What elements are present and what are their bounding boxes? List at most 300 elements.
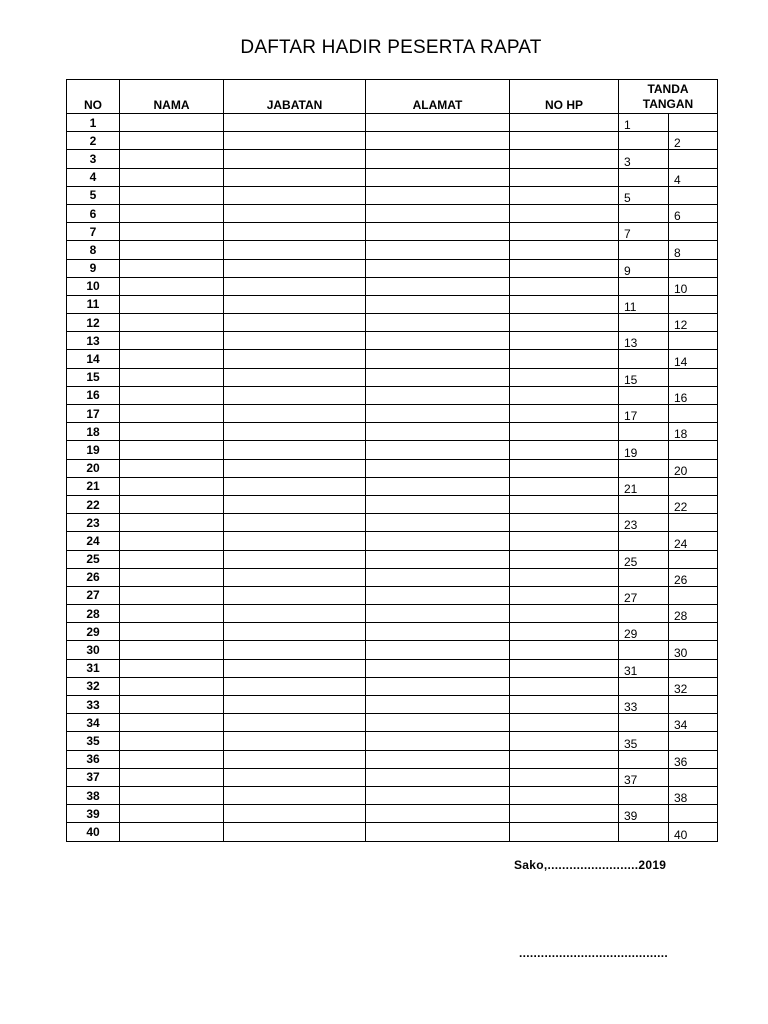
row-number: 12 (67, 314, 120, 332)
table-row (67, 132, 718, 150)
signature-right-cell: 40 (669, 823, 718, 841)
jabatan-cell (224, 677, 366, 695)
signature-left-cell (619, 605, 669, 623)
nama-cell (120, 495, 224, 513)
table-row (67, 805, 718, 823)
row-number: 24 (67, 532, 120, 550)
signature-right-cell (669, 623, 718, 641)
row-number: 10 (67, 277, 120, 295)
signature-right-cell (669, 550, 718, 568)
row-number: 29 (67, 623, 120, 641)
jabatan-cell (224, 259, 366, 277)
nama-cell (120, 114, 224, 132)
signature-left-cell (619, 495, 669, 513)
table-row (67, 459, 718, 477)
alamat-cell (366, 368, 510, 386)
no-hp-cell (510, 714, 619, 732)
signature-left-cell (619, 423, 669, 441)
signature-right-cell (669, 259, 718, 277)
signature-right-cell: 14 (669, 350, 718, 368)
nama-cell (120, 641, 224, 659)
nama-cell (120, 241, 224, 259)
jabatan-cell (224, 295, 366, 313)
row-number: 2 (67, 132, 120, 150)
alamat-cell (366, 350, 510, 368)
nama-cell (120, 150, 224, 168)
row-number: 11 (67, 295, 120, 313)
row-number: 22 (67, 495, 120, 513)
header-no-hp: NO HP (510, 80, 619, 114)
nama-cell (120, 532, 224, 550)
signature-left-cell: 33 (619, 696, 669, 714)
no-hp-cell (510, 641, 619, 659)
signature-right-cell (669, 223, 718, 241)
table-row (67, 677, 718, 695)
alamat-cell (366, 677, 510, 695)
signature-left-cell: 39 (619, 805, 669, 823)
page-title: DAFTAR HADIR PESERTA RAPAT (240, 37, 542, 58)
jabatan-cell (224, 495, 366, 513)
jabatan-cell (224, 568, 366, 586)
jabatan-cell (224, 423, 366, 441)
no-hp-cell (510, 550, 619, 568)
nama-cell (120, 750, 224, 768)
signature-right-cell: 34 (669, 714, 718, 732)
table-row (67, 714, 718, 732)
nama-cell (120, 259, 224, 277)
jabatan-cell (224, 605, 366, 623)
signature-right-cell (669, 659, 718, 677)
alamat-cell (366, 241, 510, 259)
alamat-cell (366, 714, 510, 732)
row-number: 23 (67, 514, 120, 532)
jabatan-cell (224, 586, 366, 604)
table-row (67, 423, 718, 441)
signature-right-cell: 2 (669, 132, 718, 150)
no-hp-cell (510, 768, 619, 786)
alamat-cell (366, 550, 510, 568)
alamat-cell (366, 332, 510, 350)
no-hp-cell (510, 368, 619, 386)
no-hp-cell (510, 114, 619, 132)
attendance-table (66, 79, 718, 842)
signature-right-cell: 12 (669, 314, 718, 332)
table-row (67, 605, 718, 623)
signature-right-cell: 30 (669, 641, 718, 659)
signature-right-cell: 26 (669, 568, 718, 586)
nama-cell (120, 223, 224, 241)
jabatan-cell (224, 659, 366, 677)
jabatan-cell (224, 168, 366, 186)
signature-left-cell: 29 (619, 623, 669, 641)
alamat-cell (366, 114, 510, 132)
signature-right-cell (669, 405, 718, 423)
jabatan-cell (224, 823, 366, 841)
jabatan-cell (224, 368, 366, 386)
nama-cell (120, 132, 224, 150)
signature-right-cell (669, 332, 718, 350)
no-hp-cell (510, 532, 619, 550)
nama-cell (120, 805, 224, 823)
row-number: 1 (67, 114, 120, 132)
alamat-cell (366, 204, 510, 222)
jabatan-cell (224, 441, 366, 459)
nama-cell (120, 714, 224, 732)
alamat-cell (366, 568, 510, 586)
alamat-cell (366, 277, 510, 295)
alamat-cell (366, 477, 510, 495)
row-number: 39 (67, 805, 120, 823)
alamat-cell (366, 768, 510, 786)
nama-cell (120, 386, 224, 404)
row-number: 34 (67, 714, 120, 732)
no-hp-cell (510, 150, 619, 168)
signature-left-cell: 35 (619, 732, 669, 750)
table-row (67, 768, 718, 786)
row-number: 14 (67, 350, 120, 368)
jabatan-cell (224, 386, 366, 404)
signature-right-cell: 32 (669, 677, 718, 695)
nama-cell (120, 168, 224, 186)
no-hp-cell (510, 186, 619, 204)
nama-cell (120, 332, 224, 350)
no-hp-cell (510, 350, 619, 368)
alamat-cell (366, 532, 510, 550)
table-row (67, 550, 718, 568)
signature-left-cell (619, 532, 669, 550)
row-number: 21 (67, 477, 120, 495)
signature-left-cell (619, 277, 669, 295)
table-row (67, 477, 718, 495)
signature-right-cell: 24 (669, 532, 718, 550)
table-row (67, 568, 718, 586)
row-number: 32 (67, 677, 120, 695)
no-hp-cell (510, 495, 619, 513)
table-row (67, 114, 718, 132)
nama-cell (120, 186, 224, 204)
alamat-cell (366, 786, 510, 804)
table-row (67, 532, 718, 550)
row-number: 7 (67, 223, 120, 241)
jabatan-cell (224, 241, 366, 259)
table-row (67, 750, 718, 768)
no-hp-cell (510, 223, 619, 241)
signature-left-cell (619, 386, 669, 404)
table-row (67, 495, 718, 513)
row-number: 18 (67, 423, 120, 441)
table-row (67, 659, 718, 677)
alamat-cell (366, 150, 510, 168)
signature-right-cell: 6 (669, 204, 718, 222)
signature-left-cell: 31 (619, 659, 669, 677)
table-row (67, 150, 718, 168)
jabatan-cell (224, 277, 366, 295)
row-number: 13 (67, 332, 120, 350)
alamat-cell (366, 223, 510, 241)
nama-cell (120, 350, 224, 368)
signature-left-cell: 9 (619, 259, 669, 277)
nama-cell (120, 441, 224, 459)
nama-cell (120, 568, 224, 586)
no-hp-cell (510, 586, 619, 604)
alamat-cell (366, 168, 510, 186)
signature-left-cell: 17 (619, 405, 669, 423)
table-row (67, 368, 718, 386)
signature-right-cell (669, 295, 718, 313)
nama-cell (120, 823, 224, 841)
jabatan-cell (224, 459, 366, 477)
no-hp-cell (510, 241, 619, 259)
nama-cell (120, 405, 224, 423)
nama-cell (120, 477, 224, 495)
no-hp-cell (510, 477, 619, 495)
jabatan-cell (224, 768, 366, 786)
header-nama: NAMA (120, 80, 224, 114)
table-header-row (67, 80, 718, 114)
table-row (67, 623, 718, 641)
signature-left-cell (619, 568, 669, 586)
jabatan-cell (224, 223, 366, 241)
signature-left-cell: 7 (619, 223, 669, 241)
signature-left-cell (619, 750, 669, 768)
nama-cell (120, 586, 224, 604)
no-hp-cell (510, 405, 619, 423)
header-no: NO (67, 80, 120, 114)
alamat-cell (366, 186, 510, 204)
jabatan-cell (224, 332, 366, 350)
table-row (67, 332, 718, 350)
alamat-cell (366, 314, 510, 332)
nama-cell (120, 368, 224, 386)
signature-right-cell: 36 (669, 750, 718, 768)
no-hp-cell (510, 423, 619, 441)
alamat-cell (366, 495, 510, 513)
signature-left-cell: 15 (619, 368, 669, 386)
signature-right-cell (669, 150, 718, 168)
place-date: Sako,.........................2019 (514, 858, 667, 872)
header-tangan-label: TANGAN (642, 96, 694, 111)
table-row (67, 259, 718, 277)
table-row (67, 732, 718, 750)
signature-left-cell (619, 786, 669, 804)
jabatan-cell (224, 805, 366, 823)
signature-left-cell: 25 (619, 550, 669, 568)
alamat-cell (366, 459, 510, 477)
no-hp-cell (510, 168, 619, 186)
signature-left-cell: 21 (619, 477, 669, 495)
row-number: 25 (67, 550, 120, 568)
header-alamat: ALAMAT (366, 80, 510, 114)
row-number: 3 (67, 150, 120, 168)
no-hp-cell (510, 204, 619, 222)
table-row (67, 823, 718, 841)
no-hp-cell (510, 623, 619, 641)
nama-cell (120, 204, 224, 222)
nama-cell (120, 677, 224, 695)
jabatan-cell (224, 786, 366, 804)
row-number: 38 (67, 786, 120, 804)
alamat-cell (366, 696, 510, 714)
jabatan-cell (224, 132, 366, 150)
nama-cell (120, 514, 224, 532)
row-number: 16 (67, 386, 120, 404)
no-hp-cell (510, 786, 619, 804)
no-hp-cell (510, 677, 619, 695)
signature-left-cell (619, 714, 669, 732)
alamat-cell (366, 823, 510, 841)
table-row (67, 186, 718, 204)
no-hp-cell (510, 314, 619, 332)
signature-left-cell: 19 (619, 441, 669, 459)
alamat-cell (366, 405, 510, 423)
table-row (67, 277, 718, 295)
alamat-cell (366, 514, 510, 532)
row-number: 35 (67, 732, 120, 750)
jabatan-cell (224, 204, 366, 222)
nama-cell (120, 732, 224, 750)
alamat-cell (366, 423, 510, 441)
jabatan-cell (224, 732, 366, 750)
signature-left-cell: 27 (619, 586, 669, 604)
row-number: 15 (67, 368, 120, 386)
table-row (67, 241, 718, 259)
signature-right-cell (669, 186, 718, 204)
no-hp-cell (510, 605, 619, 623)
nama-cell (120, 768, 224, 786)
row-number: 5 (67, 186, 120, 204)
row-number: 8 (67, 241, 120, 259)
row-number: 40 (67, 823, 120, 841)
signature-left-cell (619, 132, 669, 150)
table-row (67, 641, 718, 659)
alamat-cell (366, 732, 510, 750)
alamat-cell (366, 295, 510, 313)
row-number: 30 (67, 641, 120, 659)
signature-right-cell (669, 368, 718, 386)
row-number: 19 (67, 441, 120, 459)
signature-right-cell: 28 (669, 605, 718, 623)
signature-left-cell (619, 677, 669, 695)
signature-left-cell (619, 314, 669, 332)
nama-cell (120, 659, 224, 677)
signature-right-cell (669, 514, 718, 532)
row-number: 6 (67, 204, 120, 222)
signature-left-cell (619, 204, 669, 222)
row-number: 27 (67, 586, 120, 604)
signature-right-cell (669, 732, 718, 750)
no-hp-cell (510, 696, 619, 714)
alamat-cell (366, 641, 510, 659)
table-row (67, 223, 718, 241)
table-row (67, 350, 718, 368)
alamat-cell (366, 132, 510, 150)
jabatan-cell (224, 696, 366, 714)
alamat-cell (366, 623, 510, 641)
row-number: 26 (67, 568, 120, 586)
row-number: 28 (67, 605, 120, 623)
jabatan-cell (224, 550, 366, 568)
jabatan-cell (224, 750, 366, 768)
signature-right-cell (669, 805, 718, 823)
table-row (67, 204, 718, 222)
table-row (67, 586, 718, 604)
no-hp-cell (510, 459, 619, 477)
no-hp-cell (510, 514, 619, 532)
signature-right-cell: 22 (669, 495, 718, 513)
nama-cell (120, 423, 224, 441)
signature-right-cell (669, 586, 718, 604)
signature-right-cell: 8 (669, 241, 718, 259)
signature-right-cell (669, 441, 718, 459)
no-hp-cell (510, 659, 619, 677)
signature-left-cell (619, 641, 669, 659)
signature-left-cell (619, 241, 669, 259)
no-hp-cell (510, 295, 619, 313)
signature-left-cell (619, 168, 669, 186)
alamat-cell (366, 659, 510, 677)
table-row (67, 405, 718, 423)
signature-left-cell (619, 823, 669, 841)
no-hp-cell (510, 805, 619, 823)
table-row (67, 386, 718, 404)
no-hp-cell (510, 750, 619, 768)
signature-left-cell: 37 (619, 768, 669, 786)
no-hp-cell (510, 332, 619, 350)
no-hp-cell (510, 259, 619, 277)
signature-right-cell (669, 768, 718, 786)
signature-right-cell (669, 477, 718, 495)
nama-cell (120, 314, 224, 332)
no-hp-cell (510, 277, 619, 295)
signature-left-cell (619, 459, 669, 477)
signature-left-cell: 11 (619, 295, 669, 313)
jabatan-cell (224, 314, 366, 332)
signature-left-cell: 3 (619, 150, 669, 168)
jabatan-cell (224, 114, 366, 132)
signature-right-cell (669, 696, 718, 714)
table-row (67, 786, 718, 804)
nama-cell (120, 459, 224, 477)
signature-right-cell: 4 (669, 168, 718, 186)
table-row (67, 314, 718, 332)
nama-cell (120, 295, 224, 313)
no-hp-cell (510, 732, 619, 750)
signature-left-cell: 23 (619, 514, 669, 532)
nama-cell (120, 623, 224, 641)
signature-line: ......................................... (519, 946, 668, 960)
nama-cell (120, 696, 224, 714)
nama-cell (120, 605, 224, 623)
row-number: 36 (67, 750, 120, 768)
signature-left-cell (619, 350, 669, 368)
table-row (67, 295, 718, 313)
row-number: 17 (67, 405, 120, 423)
jabatan-cell (224, 186, 366, 204)
signature-right-cell: 18 (669, 423, 718, 441)
row-number: 4 (67, 168, 120, 186)
jabatan-cell (224, 641, 366, 659)
alamat-cell (366, 586, 510, 604)
nama-cell (120, 550, 224, 568)
no-hp-cell (510, 568, 619, 586)
signature-right-cell: 16 (669, 386, 718, 404)
jabatan-cell (224, 150, 366, 168)
header-jabatan: JABATAN (224, 80, 366, 114)
nama-cell (120, 786, 224, 804)
alamat-cell (366, 386, 510, 404)
row-number: 33 (67, 696, 120, 714)
jabatan-cell (224, 514, 366, 532)
